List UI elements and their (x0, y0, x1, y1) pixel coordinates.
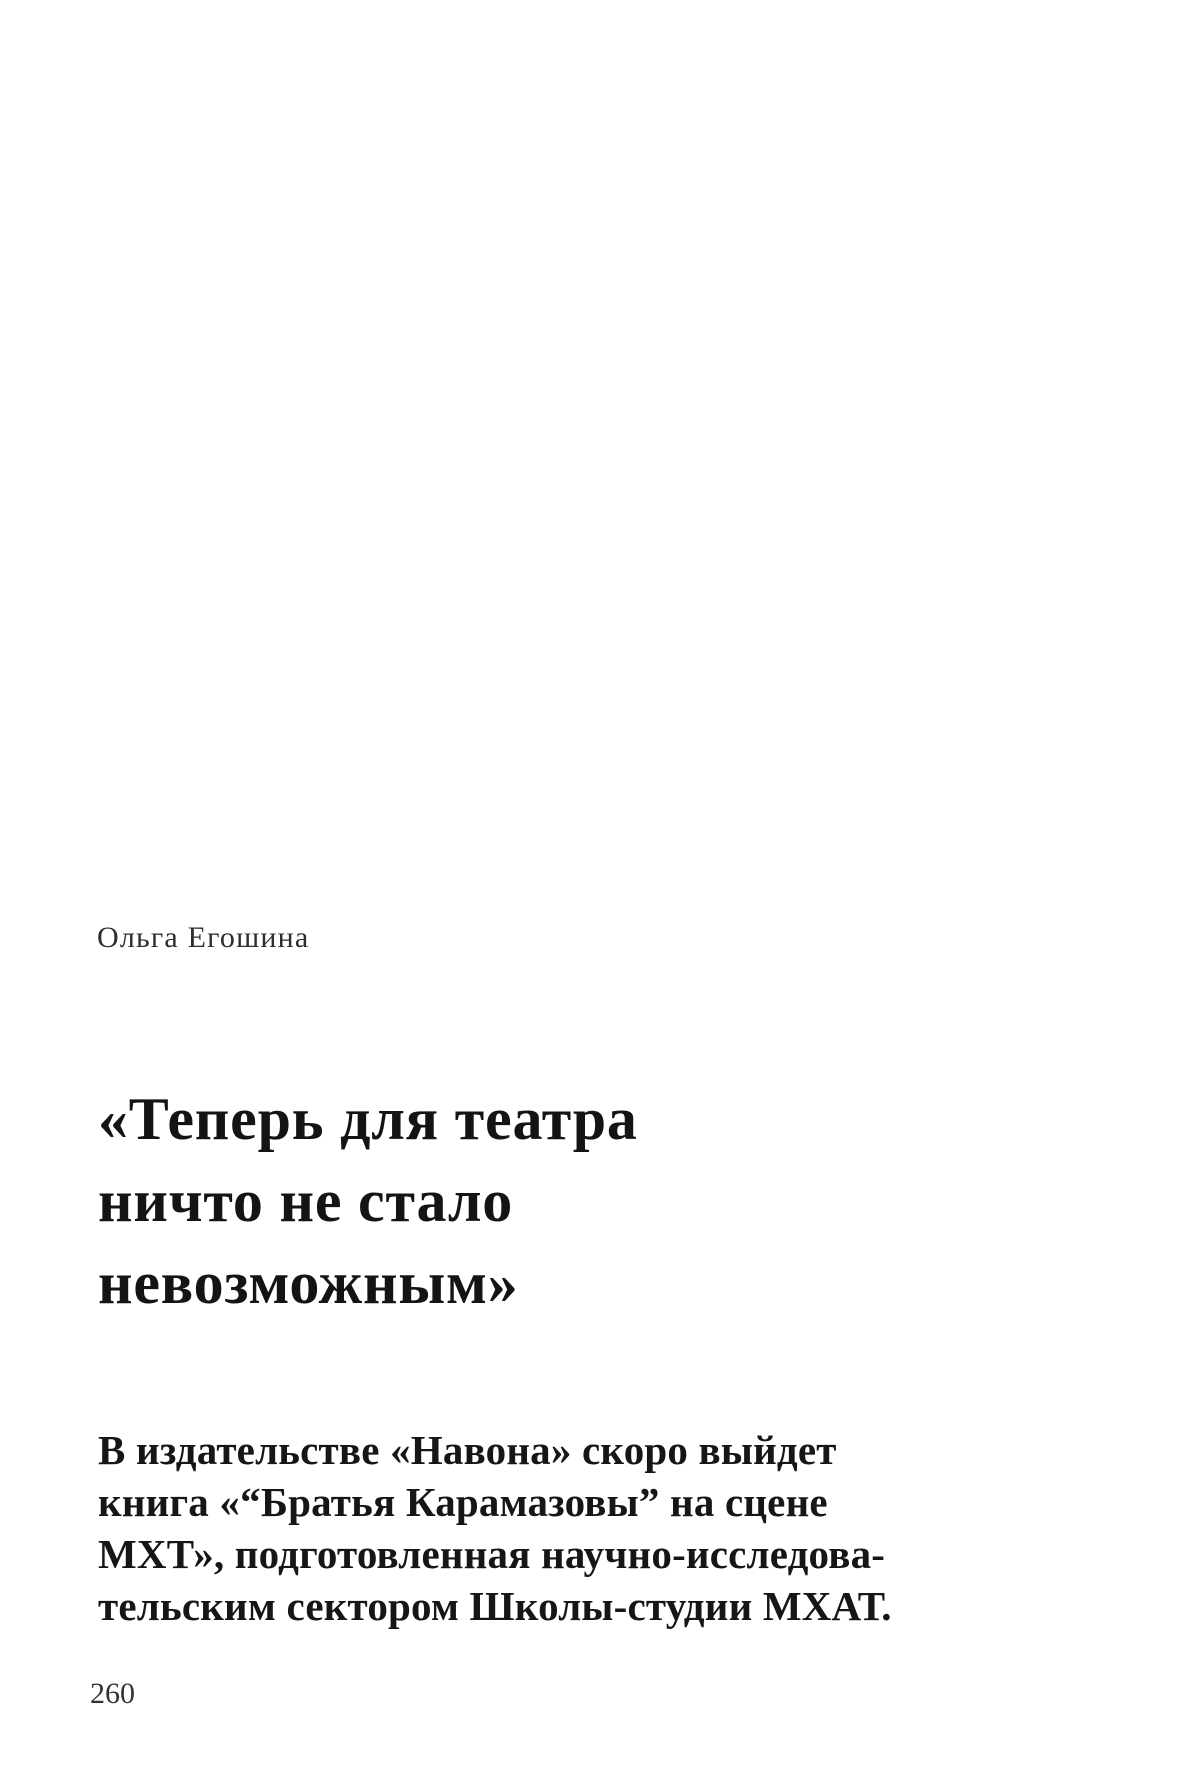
lead-paragraph-line-3: МХТ», подготовленная научно-исследова- (98, 1531, 886, 1577)
article-title (98, 1078, 1098, 1324)
author-byline: Ольга Егошина (97, 921, 310, 954)
lead-paragraph-line-2: книга «“Братья Карамазовы” на сцене (98, 1479, 828, 1525)
article-title-line-1: «Теперь для театра (98, 1086, 638, 1152)
lead-paragraph-line-4: тельским сектором Школы-студии МХАТ. (98, 1583, 892, 1629)
article-title-line-3: невозможным» (98, 1250, 519, 1316)
page-number: 260 (90, 1677, 135, 1710)
lead-paragraph-line-1: В издательстве «Навона» скоро выйдет (98, 1427, 837, 1473)
lead-paragraph (98, 1424, 1118, 1632)
article-title-line-2: ничто не стало (98, 1168, 514, 1234)
